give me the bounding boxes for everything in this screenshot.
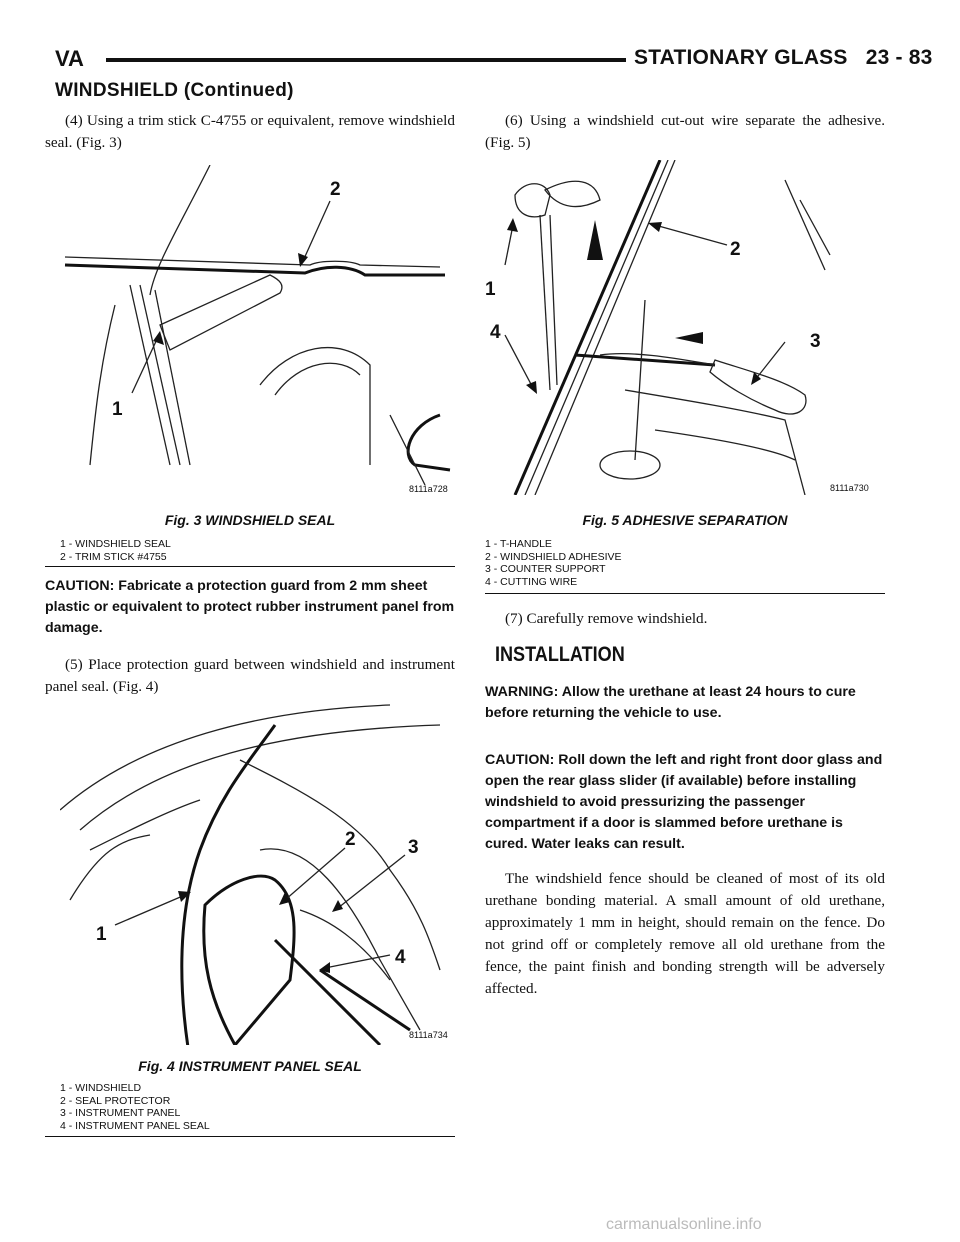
fig5-illustration bbox=[485, 160, 885, 495]
fig5-legend-item: 3 - COUNTER SUPPORT bbox=[485, 563, 606, 575]
section-title: WINDSHIELD (Continued) bbox=[55, 80, 294, 101]
fig3-callout-1: 1 bbox=[112, 399, 123, 420]
fig4-title: Fig. 4 INSTRUMENT PANEL SEAL bbox=[138, 1058, 362, 1074]
fig4-code: 8111a734 bbox=[409, 1030, 448, 1040]
fig5-legend-item: 2 - WINDSHIELD ADHESIVE bbox=[485, 550, 622, 563]
installation-heading: INSTALLATION bbox=[495, 643, 625, 666]
step-6-text: (6) Using a windshield cut-out wire separate the adhesive. (Fig. 5) bbox=[485, 112, 885, 151]
header-chapter-title: STATIONARY GLASS bbox=[634, 46, 848, 69]
fig5-callout-2: 2 bbox=[730, 239, 741, 260]
fig3-title: Fig. 3 WINDSHIELD SEAL bbox=[164, 512, 336, 528]
header-page-number: 23 - 83 bbox=[865, 46, 933, 69]
fig5-rule bbox=[485, 593, 885, 594]
fig5-legend bbox=[485, 538, 622, 588]
fig4-callout-1: 1 bbox=[96, 924, 107, 945]
fig5-code: 8111a730 bbox=[830, 483, 869, 493]
header-section-code: VA bbox=[55, 46, 84, 71]
fig3-legend-item: 1 - WINDSHIELD SEAL bbox=[60, 538, 171, 550]
step-5-text: (5) Place protection guard between windshield and instrument panel seal. (Fig. 4) bbox=[45, 656, 455, 695]
fig4-legend-item: 1 - WINDSHIELD bbox=[60, 1082, 142, 1094]
fig3-code: 8111a728 bbox=[409, 484, 448, 494]
caution-door-glass: CAUTION: Roll down the left and right front door glass and open the rear glass slider (if available) before installing windshield to avoid pressurizing the passenger compartment if a door is slammed before urethane is cured. Water leaks can result. bbox=[485, 752, 883, 852]
warning-urethane-cure: WARNING: Allow the urethane at least 24 hours to cure before returning the vehicle to use. bbox=[485, 684, 856, 721]
fig3-illustration bbox=[60, 165, 455, 500]
fig4-callout-3: 3 bbox=[408, 837, 419, 858]
step-4-text: (4) Using a trim stick C-4755 or equivalent, remove windshield seal. (Fig. 3) bbox=[45, 112, 455, 151]
fig3-rule bbox=[45, 566, 455, 567]
fig4-legend-item: 2 - SEAL PROTECTOR bbox=[60, 1094, 171, 1107]
fig4-callout-4: 4 bbox=[395, 947, 406, 968]
fig4-legend-item: 4 - INSTRUMENT PANEL SEAL bbox=[60, 1119, 210, 1132]
fig3-callout-2: 2 bbox=[330, 179, 341, 200]
watermark: carmanualsonline.info bbox=[606, 1216, 762, 1233]
fig4-callout-2: 2 bbox=[345, 829, 356, 850]
fig5-legend-item: 1 - T-HANDLE bbox=[485, 538, 552, 550]
step-7-text: (7) Carefully remove windshield. bbox=[505, 610, 708, 627]
fig4-rule bbox=[45, 1136, 455, 1137]
fig5-title: Fig. 5 ADHESIVE SEPARATION bbox=[582, 512, 788, 528]
header-chapter bbox=[634, 46, 933, 70]
fig5-callout-1: 1 bbox=[485, 279, 496, 300]
fig5-legend-item: 4 - CUTTING WIRE bbox=[485, 575, 578, 588]
fig4-illustration bbox=[60, 700, 455, 1045]
fig3-legend bbox=[60, 538, 171, 563]
installation-body-text: The windshield fence should be cleaned of most of its old urethane bonding material. A small amount of old urethane, approximately 1 mm in height, should remain on the fence. Do not grind off or completely remove all old urethane from the fence, the paint finish and bonding strength will be adversely affected. bbox=[485, 870, 885, 997]
fig5-callout-3: 3 bbox=[810, 331, 821, 352]
fig5-callout-4: 4 bbox=[490, 322, 501, 343]
caution-protection-guard: CAUTION: Fabricate a protection guard from 2 mm sheet plastic or equivalent to protect rubber instrument panel from damage. bbox=[45, 578, 455, 636]
header-rule bbox=[106, 58, 626, 62]
fig4-legend bbox=[60, 1082, 210, 1132]
fig3-legend-item: 2 - TRIM STICK #4755 bbox=[60, 550, 167, 563]
fig4-legend-item: 3 - INSTRUMENT PANEL bbox=[60, 1107, 181, 1119]
